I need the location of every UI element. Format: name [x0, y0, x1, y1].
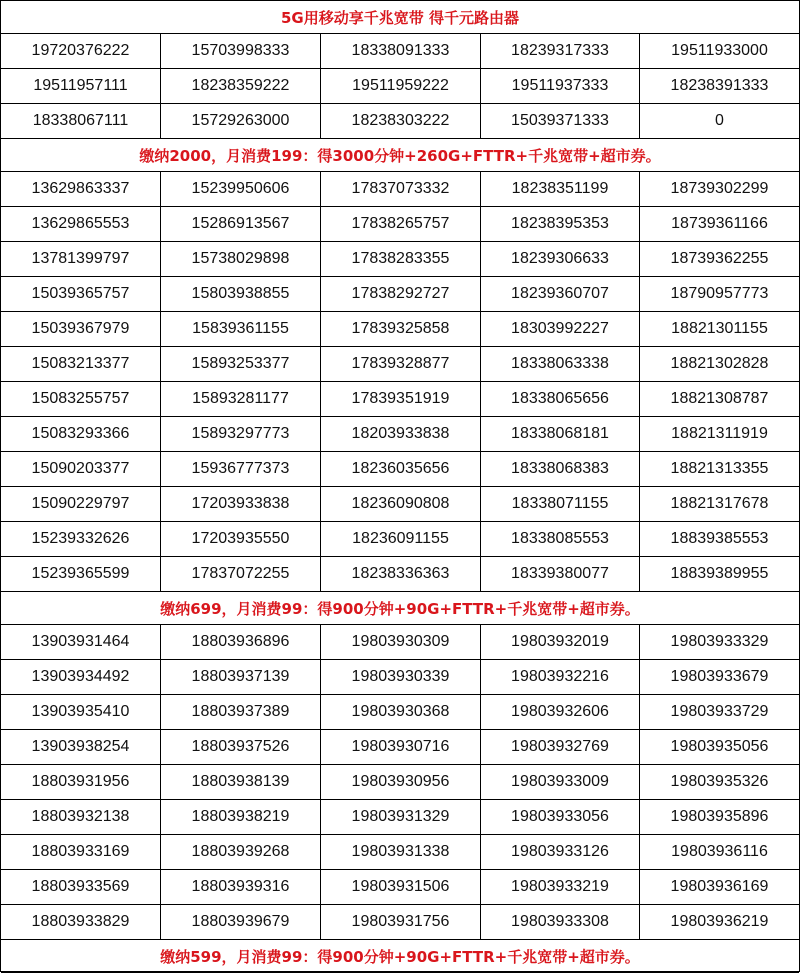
phone-number-cell: 19511957111 [1, 69, 161, 103]
phone-number-cell: 18239317333 [481, 34, 640, 68]
phone-number-cell: 18839389955 [670, 565, 769, 582]
phone-number-cell: 18803936896 [161, 625, 321, 659]
phone-number-cell: 18803939268 [161, 835, 321, 869]
phone-number-cell: 15893281177 [161, 382, 321, 416]
phone-number-cell: 18803938139 [161, 765, 321, 799]
table-row [1, 34, 799, 69]
phone-number-cell: 18239306633 [481, 242, 640, 276]
phone-number-cell: 17839325858 [321, 312, 481, 346]
table-row [1, 104, 799, 139]
phone-number-cell: 18803933569 [1, 870, 161, 904]
phone-number-cell: 18238336363 [321, 557, 481, 591]
phone-number-cell: 18236035656 [321, 452, 481, 486]
table-row [1, 870, 799, 905]
table-row [1, 625, 799, 660]
table-row [1, 347, 799, 382]
phone-number-cell: 15083293366 [1, 417, 161, 451]
phone-number-cell: 18803933829 [1, 905, 161, 939]
table-row [1, 835, 799, 870]
phone-number-cell: 15729263000 [161, 104, 321, 138]
phone-number-cell: 17203935550 [161, 522, 321, 556]
phone-number-cell: 18238351199 [481, 172, 640, 206]
phone-number-cell: 17203933838 [161, 487, 321, 521]
phone-number-cell: 13903931464 [1, 625, 161, 659]
phone-number-cell: 18338067111 [1, 104, 161, 138]
phone-number-cell: 18839385553 [670, 530, 769, 547]
table-row [1, 730, 799, 765]
table-row [1, 312, 799, 347]
title-text: 5G用移动享千兆宽带 得千元路由器 [281, 8, 519, 27]
phone-number-cell: 15703998333 [161, 34, 321, 68]
plan-description-text: 缴纳699，月消费99：得900分钟+90G+FTTR+千兆宽带+超市券。 [160, 599, 640, 618]
phone-number-cell: 19803932606 [481, 695, 640, 729]
phone-number-cell: 18803937389 [161, 695, 321, 729]
phone-number-cell: 18338091333 [321, 34, 481, 68]
phone-number-cell: 19803932769 [481, 730, 640, 764]
phone-number-cell: 15936777373 [161, 452, 321, 486]
phone-number-cell: 19803933219 [481, 870, 640, 904]
phone-number-cell: 19511959222 [321, 69, 481, 103]
phone-number-cell: 19803931329 [321, 800, 481, 834]
table-row [1, 277, 799, 312]
phone-number-cell: 18803937526 [161, 730, 321, 764]
phone-number-cell: 15083255757 [1, 382, 161, 416]
table-row [1, 452, 799, 487]
phone-number-cell: 18739361166 [671, 215, 768, 232]
phone-number-cell: 19803935896 [670, 808, 769, 825]
phone-number-cell: 15803938855 [161, 277, 321, 311]
plan-description-text: 缴纳2000，月消费199：得3000分钟+260G+FTTR+千兆宽带+超市券。 [139, 146, 661, 165]
phone-number-cell: 15893297773 [161, 417, 321, 451]
phone-number-cell: 18821313355 [670, 460, 769, 477]
phone-number-cell: 19803931506 [321, 870, 481, 904]
phone-number-cell: 18338071155 [481, 487, 640, 521]
table-row [1, 172, 799, 207]
plan-description-text: 缴纳599，月消费99：得900分钟+90G+FTTR+千兆宽带+超市券。 [160, 947, 640, 966]
phone-number-cell: 19803936116 [671, 843, 768, 860]
phone-number-cell: 18339380077 [481, 557, 640, 591]
phone-number-cell: 18338063338 [481, 347, 640, 381]
plan-description [1, 139, 799, 172]
phone-number-cell: 19803935056 [670, 738, 769, 755]
phone-number-cell: 18803938219 [161, 800, 321, 834]
table-row [1, 905, 799, 940]
table-row [1, 382, 799, 417]
phone-number-cell: 15090203377 [1, 452, 161, 486]
phone-number-cell: 19803936169 [670, 878, 769, 895]
phone-number-cell: 18203933838 [321, 417, 481, 451]
phone-number-cell: 13781399797 [1, 242, 161, 276]
phone-number-cell: 18739362255 [670, 250, 769, 267]
phone-number-cell: 19803933308 [481, 905, 640, 939]
table-row [1, 242, 799, 277]
table-row [1, 765, 799, 800]
phone-number-cell: 19803933679 [670, 668, 769, 685]
phone-number-cell: 17838292727 [321, 277, 481, 311]
phone-number-cell: 15039371333 [481, 104, 640, 138]
phone-number-cell: 15239332626 [1, 522, 161, 556]
phone-number-cell: 17837072255 [161, 557, 321, 591]
phone-number-cell: 19803933729 [670, 703, 769, 720]
phone-number-cell: 18238395353 [481, 207, 640, 241]
phone-number-cell: 15039367979 [1, 312, 161, 346]
phone-number-cell: 19803930309 [321, 625, 481, 659]
phone-number-cell: 19803935326 [670, 773, 769, 790]
phone-number-cell: 18821308787 [670, 390, 769, 407]
phone-number-cell: 19803936219 [670, 913, 769, 930]
phone-number-cell: 18338065656 [481, 382, 640, 416]
table-row [1, 207, 799, 242]
phone-number-cell: 18821317678 [670, 495, 769, 512]
phone-number-cell: 19803930339 [321, 660, 481, 694]
phone-number-cell: 15239365599 [1, 557, 161, 591]
phone-number-cell: 0 [715, 112, 724, 129]
phone-number-cell: 18790957773 [670, 285, 769, 302]
plan-description [1, 592, 799, 625]
table-row [1, 660, 799, 695]
phone-number-cell: 18238391333 [670, 77, 769, 94]
phone-number-cell: 18821311919 [671, 425, 768, 442]
plan-description [1, 940, 799, 973]
phone-number-cell: 18238303222 [321, 104, 481, 138]
phone-number-cell: 15083213377 [1, 347, 161, 381]
phone-number-cell: 19803930716 [321, 730, 481, 764]
phone-number-cell: 18338068181 [481, 417, 640, 451]
phone-number-cell: 13903938254 [1, 730, 161, 764]
table-row [1, 487, 799, 522]
table-row [1, 522, 799, 557]
phone-number-cell: 18803939316 [161, 870, 321, 904]
phone-number-cell: 19511937333 [481, 69, 640, 103]
phone-number-cell: 18238359222 [161, 69, 321, 103]
phone-number-cell: 18338085553 [481, 522, 640, 556]
phone-number-cell: 18236090808 [321, 487, 481, 521]
phone-number-cell: 19803932019 [481, 625, 640, 659]
phone-number-cell: 13903934492 [1, 660, 161, 694]
table-row [1, 417, 799, 452]
phone-number-cell: 19803933009 [481, 765, 640, 799]
table-row [1, 695, 799, 730]
phone-number-cell: 17839351919 [321, 382, 481, 416]
phone-number-cell: 13903935410 [1, 695, 161, 729]
phone-number-cell: 15239950606 [161, 172, 321, 206]
phone-number-cell: 18239360707 [481, 277, 640, 311]
phone-number-cell: 15839361155 [161, 312, 321, 346]
phone-number-cell: 15090229797 [1, 487, 161, 521]
phone-number-cell: 18803932138 [1, 800, 161, 834]
phone-number-cell: 18236091155 [321, 522, 481, 556]
table-row [1, 557, 799, 592]
phone-number-cell: 17838265757 [321, 207, 481, 241]
phone-number-cell: 19803933329 [670, 633, 769, 650]
phone-number-cell: 19803933126 [481, 835, 640, 869]
phone-number-cell: 13629865553 [1, 207, 161, 241]
phone-number-cell: 19720376222 [1, 34, 161, 68]
phone-number-cell: 19511933000 [671, 42, 768, 59]
phone-number-cell: 18821302828 [670, 355, 769, 372]
phone-number-cell: 15738029898 [161, 242, 321, 276]
phone-number-cell: 19803930956 [321, 765, 481, 799]
phone-number-cell: 15893253377 [161, 347, 321, 381]
phone-number-cell: 18303992227 [481, 312, 640, 346]
phone-number-cell: 18803933169 [1, 835, 161, 869]
phone-number-cell: 18803937139 [161, 660, 321, 694]
phone-number-cell: 18821301155 [671, 320, 768, 337]
phone-number-cell: 13629863337 [1, 172, 161, 206]
phone-number-cell: 19803933056 [481, 800, 640, 834]
phone-number-cell: 17838283355 [321, 242, 481, 276]
phone-number-cell: 18803931956 [1, 765, 161, 799]
phone-number-cell: 18803939679 [161, 905, 321, 939]
phone-number-cell: 19803932216 [481, 660, 640, 694]
phone-number-cell: 15039365757 [1, 277, 161, 311]
phone-number-cell: 18338068383 [481, 452, 640, 486]
table-row [1, 69, 799, 104]
phone-number-cell: 19803930368 [321, 695, 481, 729]
phone-number-cell: 15286913567 [161, 207, 321, 241]
table-row [1, 800, 799, 835]
phone-number-cell: 18739302299 [670, 180, 769, 197]
phone-number-cell: 19803931338 [321, 835, 481, 869]
phone-number-cell: 19803931756 [321, 905, 481, 939]
table-title [1, 1, 799, 34]
phone-number-cell: 17839328877 [321, 347, 481, 381]
phone-number-cell: 17837073332 [321, 172, 481, 206]
